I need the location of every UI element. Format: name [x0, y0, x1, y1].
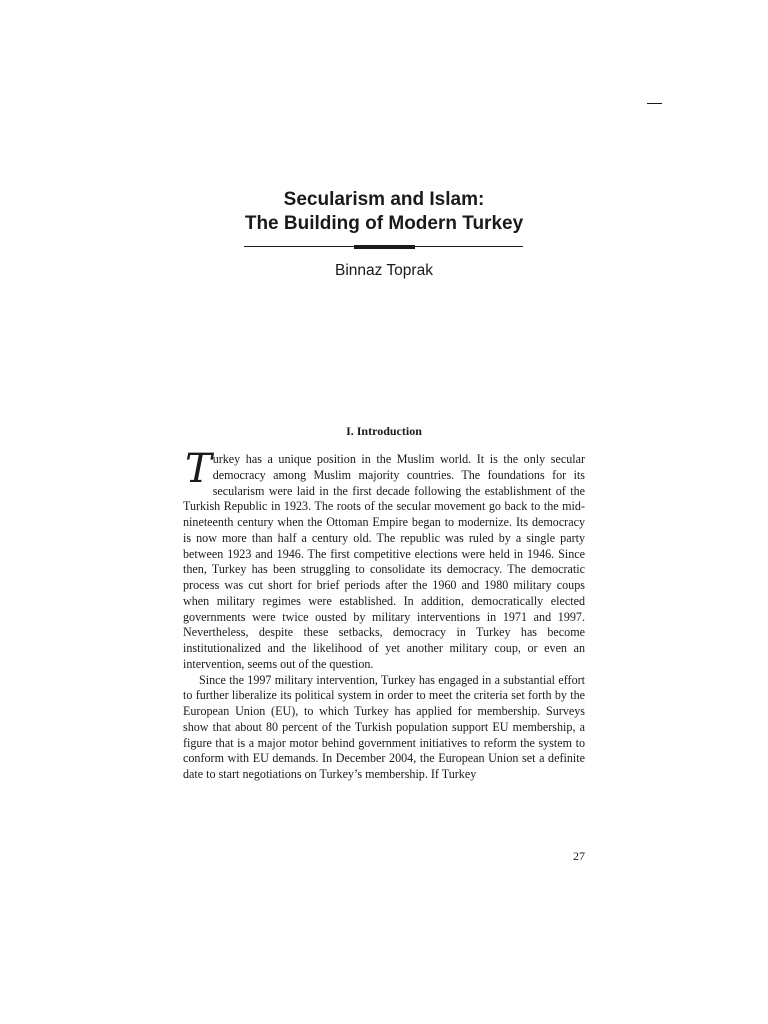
author-name: Binnaz Toprak: [335, 262, 433, 279]
title-line-2: The Building of Modern Turkey: [244, 213, 524, 234]
title-line-1: Secularism and Islam:: [283, 189, 485, 210]
title-rule-accent: [354, 245, 415, 249]
paragraph-2: Since the 1997 military intervention, Turkey has engaged in a substantial effort to further liberalize its political system in order to meet the criteria set forth by the European Union (EU), to which Turkey has applied for membership. Surveys show that about 80 percent of the Turkish population support EU membership, a figure that is a major motor behind government initiatives to reform the system to conform with EU demands. In December 2004, the European Union set a definite date to start negotiations on Turkey’s membership. If Turkey: [183, 672, 585, 781]
drop-cap: T: [185, 446, 212, 492]
body-text: [183, 446, 585, 783]
section-heading: I. Introduction: [346, 424, 422, 438]
corner-mark: [647, 103, 662, 104]
page-number: 27: [573, 849, 585, 863]
paragraph-1: [183, 446, 585, 673]
article-title: [0, 188, 768, 236]
paragraph-1-text: urkey has a unique position in the Muslim world. It is the only secular democracy among Muslim majority countries. The foundations for its secularism were laid in the first decade following the establishment of the Turkish Republic in 1923. The roots of the secular movement go back to the mid-nineteenth century when the Ottoman Empire began to modernize. Its democracy is now more than half a century old. The republic was ruled by a single party between 1923 and 1946. The first competitive elections were held in 1946. Since then, Turkey has been struggling to consolidate its democracy. The democratic process was cut short for brief periods after the 1960 and 1980 military coups when military regimes were established. In addition, democratically elected governments were twice ousted by military interventions in 1971 and 1997. Nevertheless, despite these setbacks, democracy in Turkey has become institutionalized and the likelihood of yet another military coup, or even an intervention, seems out of the question.: [183, 452, 585, 671]
